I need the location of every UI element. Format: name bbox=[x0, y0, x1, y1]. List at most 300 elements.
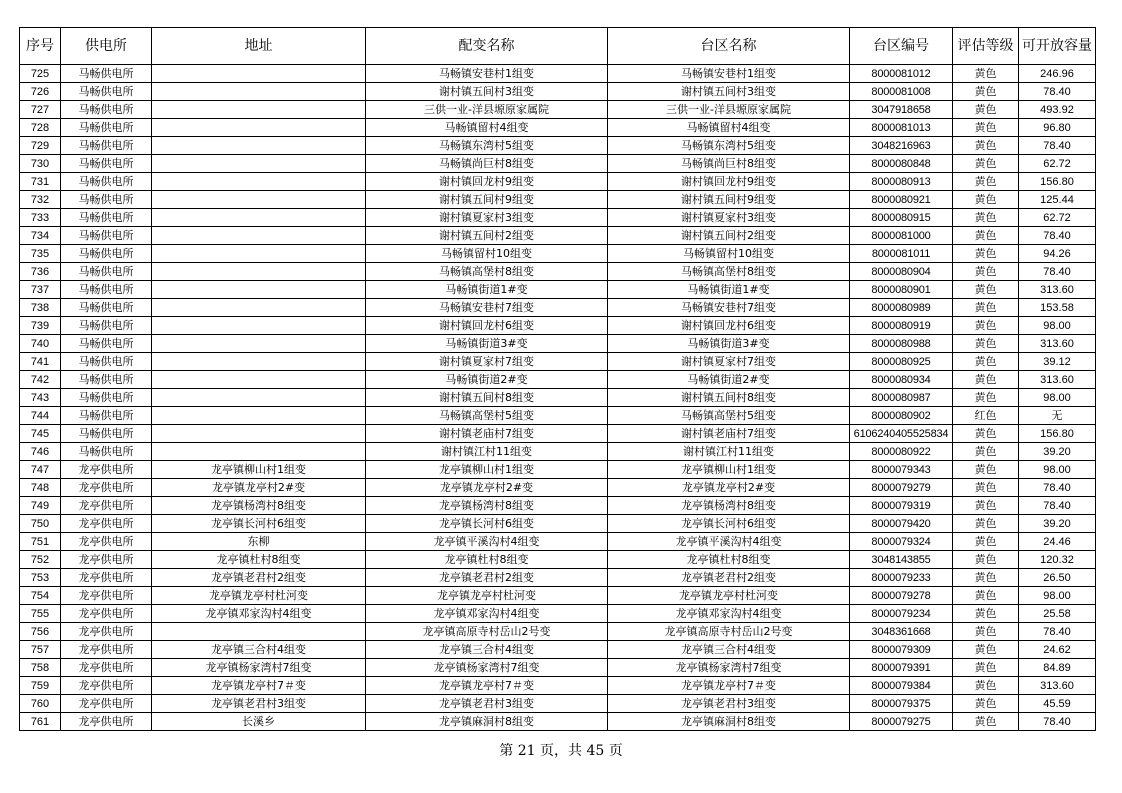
table-row bbox=[20, 623, 1096, 641]
cell-code: 8000080934 bbox=[850, 371, 953, 389]
cell-station: 马畅供电所 bbox=[61, 263, 152, 281]
cell-code: 8000079279 bbox=[850, 479, 953, 497]
table-row bbox=[20, 65, 1096, 83]
cell-transformer: 马畅镇留村10组变 bbox=[366, 245, 608, 263]
cell-code: 8000080921 bbox=[850, 191, 953, 209]
cell-grade: 黄色 bbox=[953, 713, 1019, 731]
cell-transformer: 马畅镇安巷村7组变 bbox=[366, 299, 608, 317]
header-row bbox=[20, 28, 1096, 65]
cell-station: 马畅供电所 bbox=[61, 137, 152, 155]
cell-transformer: 龙亭镇杨家湾村7组变 bbox=[366, 659, 608, 677]
cell-code: 8000079278 bbox=[850, 587, 953, 605]
cell-grade: 黄色 bbox=[953, 461, 1019, 479]
cell-seq: 759 bbox=[20, 677, 61, 695]
cell-area: 龙亭镇老君村3组变 bbox=[608, 695, 850, 713]
cell-seq: 748 bbox=[20, 479, 61, 497]
cell-area: 马畅镇街道1#变 bbox=[608, 281, 850, 299]
cell-capacity: 78.40 bbox=[1019, 263, 1096, 281]
cell-grade: 黄色 bbox=[953, 227, 1019, 245]
cell-transformer: 马畅镇高堡村8组变 bbox=[366, 263, 608, 281]
cell-area: 龙亭镇平溪沟村4组变 bbox=[608, 533, 850, 551]
cell-seq: 732 bbox=[20, 191, 61, 209]
cell-transformer: 龙亭镇杨湾村8组变 bbox=[366, 497, 608, 515]
table-row bbox=[20, 551, 1096, 569]
cell-area: 马畅镇东湾村5组变 bbox=[608, 137, 850, 155]
cell-code: 8000080988 bbox=[850, 335, 953, 353]
cell-area: 谢村镇五间村9组变 bbox=[608, 191, 850, 209]
cell-code: 8000081013 bbox=[850, 119, 953, 137]
cell-capacity: 96.80 bbox=[1019, 119, 1096, 137]
cell-code: 8000079309 bbox=[850, 641, 953, 659]
cell-code: 3048143855 bbox=[850, 551, 953, 569]
cell-area: 谢村镇五间村2组变 bbox=[608, 227, 850, 245]
cell-capacity: 26.50 bbox=[1019, 569, 1096, 587]
cell-area: 马畅镇街道2#变 bbox=[608, 371, 850, 389]
cell-transformer: 谢村镇五间村8组变 bbox=[366, 389, 608, 407]
cell-capacity: 78.40 bbox=[1019, 83, 1096, 101]
table-row bbox=[20, 281, 1096, 299]
cell-seq: 725 bbox=[20, 65, 61, 83]
cell-seq: 749 bbox=[20, 497, 61, 515]
cell-address: 长溪乡 bbox=[152, 713, 366, 731]
cell-station: 马畅供电所 bbox=[61, 101, 152, 119]
cell-transformer: 龙亭镇平溪沟村4组变 bbox=[366, 533, 608, 551]
cell-transformer: 三供一业-洋县塬原家属院 bbox=[366, 101, 608, 119]
cell-capacity: 313.60 bbox=[1019, 677, 1096, 695]
cell-code: 8000080913 bbox=[850, 173, 953, 191]
cell-transformer: 谢村镇回龙村6组变 bbox=[366, 317, 608, 335]
cell-address: 东柳 bbox=[152, 533, 366, 551]
cell-station: 马畅供电所 bbox=[61, 209, 152, 227]
table-row bbox=[20, 659, 1096, 677]
cell-capacity: 98.00 bbox=[1019, 389, 1096, 407]
cell-grade: 黄色 bbox=[953, 317, 1019, 335]
cell-area: 谢村镇回龙村9组变 bbox=[608, 173, 850, 191]
cell-capacity: 无 bbox=[1019, 407, 1096, 425]
cell-station: 马畅供电所 bbox=[61, 425, 152, 443]
cell-address bbox=[152, 263, 366, 281]
cell-grade: 黄色 bbox=[953, 263, 1019, 281]
table-row bbox=[20, 83, 1096, 101]
cell-seq: 726 bbox=[20, 83, 61, 101]
cell-transformer: 龙亭镇老君村3组变 bbox=[366, 695, 608, 713]
cell-station: 龙亭供电所 bbox=[61, 497, 152, 515]
cell-transformer: 龙亭镇龙亭村2#变 bbox=[366, 479, 608, 497]
cell-transformer: 龙亭镇龙亭村7＃变 bbox=[366, 677, 608, 695]
cell-code: 8000079233 bbox=[850, 569, 953, 587]
cell-area: 马畅镇留村10组变 bbox=[608, 245, 850, 263]
cell-area: 龙亭镇龙亭村7＃变 bbox=[608, 677, 850, 695]
cell-grade: 黄色 bbox=[953, 299, 1019, 317]
cell-address: 龙亭镇龙亭村2#变 bbox=[152, 479, 366, 497]
cell-code: 8000080989 bbox=[850, 299, 953, 317]
cell-area: 谢村镇夏家村7组变 bbox=[608, 353, 850, 371]
cell-code: 8000079384 bbox=[850, 677, 953, 695]
cell-capacity: 25.58 bbox=[1019, 605, 1096, 623]
cell-capacity: 156.80 bbox=[1019, 173, 1096, 191]
cell-seq: 750 bbox=[20, 515, 61, 533]
cell-code: 8000081000 bbox=[850, 227, 953, 245]
cell-grade: 黄色 bbox=[953, 623, 1019, 641]
cell-area: 三供一业-洋县塬原家属院 bbox=[608, 101, 850, 119]
cell-station: 龙亭供电所 bbox=[61, 605, 152, 623]
table-row bbox=[20, 407, 1096, 425]
cell-capacity: 153.58 bbox=[1019, 299, 1096, 317]
cell-address bbox=[152, 119, 366, 137]
cell-grade: 黄色 bbox=[953, 281, 1019, 299]
cell-station: 龙亭供电所 bbox=[61, 641, 152, 659]
capacity-table bbox=[19, 27, 1096, 731]
cell-seq: 736 bbox=[20, 263, 61, 281]
cell-code: 8000081012 bbox=[850, 65, 953, 83]
cell-station: 马畅供电所 bbox=[61, 155, 152, 173]
table-row bbox=[20, 443, 1096, 461]
cell-transformer: 谢村镇江村11组变 bbox=[366, 443, 608, 461]
cell-transformer: 龙亭镇老君村2组变 bbox=[366, 569, 608, 587]
cell-address bbox=[152, 335, 366, 353]
cell-station: 龙亭供电所 bbox=[61, 713, 152, 731]
cell-transformer: 马畅镇尚巨村8组变 bbox=[366, 155, 608, 173]
cell-grade: 黄色 bbox=[953, 173, 1019, 191]
cell-seq: 753 bbox=[20, 569, 61, 587]
cell-station: 龙亭供电所 bbox=[61, 677, 152, 695]
cell-transformer: 马畅镇高堡村5组变 bbox=[366, 407, 608, 425]
table-row bbox=[20, 479, 1096, 497]
cell-address bbox=[152, 425, 366, 443]
cell-capacity: 24.46 bbox=[1019, 533, 1096, 551]
cell-code: 8000079324 bbox=[850, 533, 953, 551]
cell-code: 8000079420 bbox=[850, 515, 953, 533]
cell-capacity: 62.72 bbox=[1019, 155, 1096, 173]
cell-address bbox=[152, 389, 366, 407]
cell-transformer: 谢村镇夏家村7组变 bbox=[366, 353, 608, 371]
cell-area: 谢村镇回龙村6组变 bbox=[608, 317, 850, 335]
cell-capacity: 98.00 bbox=[1019, 461, 1096, 479]
cell-code: 8000080922 bbox=[850, 443, 953, 461]
table-row bbox=[20, 119, 1096, 137]
cell-capacity: 313.60 bbox=[1019, 281, 1096, 299]
cell-station: 龙亭供电所 bbox=[61, 551, 152, 569]
cell-grade: 黄色 bbox=[953, 587, 1019, 605]
cell-code: 8000080901 bbox=[850, 281, 953, 299]
cell-seq: 743 bbox=[20, 389, 61, 407]
table-row bbox=[20, 191, 1096, 209]
table-row bbox=[20, 389, 1096, 407]
cell-code: 8000079234 bbox=[850, 605, 953, 623]
cell-grade: 黄色 bbox=[953, 605, 1019, 623]
table-row bbox=[20, 353, 1096, 371]
cell-area: 马畅镇尚巨村8组变 bbox=[608, 155, 850, 173]
cell-area: 谢村镇夏家村3组变 bbox=[608, 209, 850, 227]
cell-seq: 746 bbox=[20, 443, 61, 461]
cell-address: 龙亭镇柳山村1组变 bbox=[152, 461, 366, 479]
cell-seq: 754 bbox=[20, 587, 61, 605]
cell-transformer: 谢村镇五间村9组变 bbox=[366, 191, 608, 209]
cell-transformer: 谢村镇五间村2组变 bbox=[366, 227, 608, 245]
cell-grade: 黄色 bbox=[953, 137, 1019, 155]
table-row bbox=[20, 317, 1096, 335]
cell-seq: 734 bbox=[20, 227, 61, 245]
cell-grade: 黄色 bbox=[953, 371, 1019, 389]
cell-area: 马畅镇街道3#变 bbox=[608, 335, 850, 353]
cell-address: 龙亭镇龙亭村7＃变 bbox=[152, 677, 366, 695]
cell-area: 龙亭镇杜村8组变 bbox=[608, 551, 850, 569]
table-row bbox=[20, 155, 1096, 173]
cell-code: 3048216963 bbox=[850, 137, 953, 155]
table-row bbox=[20, 533, 1096, 551]
cell-code: 8000080848 bbox=[850, 155, 953, 173]
cell-address: 龙亭镇长河村6组变 bbox=[152, 515, 366, 533]
cell-seq: 745 bbox=[20, 425, 61, 443]
cell-capacity: 78.40 bbox=[1019, 479, 1096, 497]
header-transformer: 配变名称 bbox=[366, 28, 608, 65]
cell-transformer: 龙亭镇三合村4组变 bbox=[366, 641, 608, 659]
cell-capacity: 313.60 bbox=[1019, 335, 1096, 353]
cell-area: 龙亭镇老君村2组变 bbox=[608, 569, 850, 587]
cell-code: 8000079343 bbox=[850, 461, 953, 479]
cell-transformer: 谢村镇回龙村9组变 bbox=[366, 173, 608, 191]
cell-area: 谢村镇江村11组变 bbox=[608, 443, 850, 461]
cell-seq: 729 bbox=[20, 137, 61, 155]
cell-station: 马畅供电所 bbox=[61, 317, 152, 335]
cell-capacity: 39.12 bbox=[1019, 353, 1096, 371]
cell-area: 龙亭镇杨湾村8组变 bbox=[608, 497, 850, 515]
cell-station: 马畅供电所 bbox=[61, 353, 152, 371]
cell-seq: 740 bbox=[20, 335, 61, 353]
cell-seq: 747 bbox=[20, 461, 61, 479]
cell-station: 马畅供电所 bbox=[61, 83, 152, 101]
cell-station: 龙亭供电所 bbox=[61, 659, 152, 677]
cell-capacity: 98.00 bbox=[1019, 587, 1096, 605]
cell-address bbox=[152, 353, 366, 371]
table-row bbox=[20, 209, 1096, 227]
cell-area: 马畅镇安巷村7组变 bbox=[608, 299, 850, 317]
table-row bbox=[20, 695, 1096, 713]
table-row bbox=[20, 371, 1096, 389]
table-row bbox=[20, 137, 1096, 155]
cell-seq: 742 bbox=[20, 371, 61, 389]
cell-address bbox=[152, 407, 366, 425]
cell-grade: 黄色 bbox=[953, 443, 1019, 461]
cell-station: 龙亭供电所 bbox=[61, 587, 152, 605]
cell-transformer: 谢村镇夏家村3组变 bbox=[366, 209, 608, 227]
cell-area: 龙亭镇麻洞村8组变 bbox=[608, 713, 850, 731]
cell-grade: 黄色 bbox=[953, 497, 1019, 515]
cell-address bbox=[152, 299, 366, 317]
cell-seq: 744 bbox=[20, 407, 61, 425]
cell-station: 龙亭供电所 bbox=[61, 515, 152, 533]
cell-seq: 738 bbox=[20, 299, 61, 317]
cell-grade: 黄色 bbox=[953, 515, 1019, 533]
cell-station: 龙亭供电所 bbox=[61, 533, 152, 551]
cell-grade: 黄色 bbox=[953, 101, 1019, 119]
cell-grade: 黄色 bbox=[953, 695, 1019, 713]
cell-station: 马畅供电所 bbox=[61, 389, 152, 407]
cell-area: 龙亭镇柳山村1组变 bbox=[608, 461, 850, 479]
header-code: 台区编号 bbox=[850, 28, 953, 65]
cell-capacity: 78.40 bbox=[1019, 497, 1096, 515]
cell-address bbox=[152, 65, 366, 83]
cell-grade: 黄色 bbox=[953, 353, 1019, 371]
cell-seq: 730 bbox=[20, 155, 61, 173]
table-row bbox=[20, 227, 1096, 245]
cell-capacity: 39.20 bbox=[1019, 443, 1096, 461]
cell-area: 谢村镇五间村8组变 bbox=[608, 389, 850, 407]
cell-address bbox=[152, 317, 366, 335]
cell-transformer: 马畅镇留村4组变 bbox=[366, 119, 608, 137]
cell-area: 马畅镇高堡村5组变 bbox=[608, 407, 850, 425]
table-row bbox=[20, 461, 1096, 479]
table-row bbox=[20, 515, 1096, 533]
cell-grade: 黄色 bbox=[953, 65, 1019, 83]
cell-station: 马畅供电所 bbox=[61, 119, 152, 137]
cell-area: 马畅镇安巷村1组变 bbox=[608, 65, 850, 83]
cell-grade: 黄色 bbox=[953, 551, 1019, 569]
header-capacity: 可开放容量 bbox=[1019, 28, 1096, 65]
cell-capacity: 313.60 bbox=[1019, 371, 1096, 389]
cell-transformer: 龙亭镇柳山村1组变 bbox=[366, 461, 608, 479]
cell-transformer: 龙亭镇龙亭村杜河变 bbox=[366, 587, 608, 605]
cell-transformer: 龙亭镇杜村8组变 bbox=[366, 551, 608, 569]
cell-seq: 731 bbox=[20, 173, 61, 191]
cell-station: 龙亭供电所 bbox=[61, 479, 152, 497]
cell-address bbox=[152, 443, 366, 461]
cell-area: 龙亭镇龙亭村2#变 bbox=[608, 479, 850, 497]
cell-seq: 733 bbox=[20, 209, 61, 227]
cell-code: 8000079319 bbox=[850, 497, 953, 515]
cell-grade: 黄色 bbox=[953, 155, 1019, 173]
cell-area: 马畅镇留村4组变 bbox=[608, 119, 850, 137]
cell-seq: 728 bbox=[20, 119, 61, 137]
table-row bbox=[20, 677, 1096, 695]
cell-seq: 735 bbox=[20, 245, 61, 263]
cell-seq: 739 bbox=[20, 317, 61, 335]
cell-code: 8000080902 bbox=[850, 407, 953, 425]
cell-address bbox=[152, 623, 366, 641]
header-grade: 评估等级 bbox=[953, 28, 1019, 65]
cell-capacity: 493.92 bbox=[1019, 101, 1096, 119]
cell-grade: 黄色 bbox=[953, 659, 1019, 677]
cell-transformer: 谢村镇老庙村7组变 bbox=[366, 425, 608, 443]
cell-station: 马畅供电所 bbox=[61, 191, 152, 209]
cell-seq: 757 bbox=[20, 641, 61, 659]
table-row bbox=[20, 641, 1096, 659]
header-area: 台区名称 bbox=[608, 28, 850, 65]
cell-seq: 741 bbox=[20, 353, 61, 371]
cell-code: 8000080904 bbox=[850, 263, 953, 281]
cell-address bbox=[152, 245, 366, 263]
table-row bbox=[20, 587, 1096, 605]
cell-code: 3047918658 bbox=[850, 101, 953, 119]
cell-code: 3048361668 bbox=[850, 623, 953, 641]
cell-capacity: 125.44 bbox=[1019, 191, 1096, 209]
cell-grade: 黄色 bbox=[953, 191, 1019, 209]
cell-address: 龙亭镇邓家沟村4组变 bbox=[152, 605, 366, 623]
cell-area: 谢村镇五间村3组变 bbox=[608, 83, 850, 101]
cell-station: 马畅供电所 bbox=[61, 407, 152, 425]
cell-grade: 黄色 bbox=[953, 479, 1019, 497]
cell-transformer: 马畅镇街道3#变 bbox=[366, 335, 608, 353]
cell-address bbox=[152, 209, 366, 227]
table-row bbox=[20, 605, 1096, 623]
cell-area: 龙亭镇龙亭村杜河变 bbox=[608, 587, 850, 605]
table-row bbox=[20, 569, 1096, 587]
cell-capacity: 120.32 bbox=[1019, 551, 1096, 569]
cell-address bbox=[152, 83, 366, 101]
cell-capacity: 78.40 bbox=[1019, 137, 1096, 155]
cell-code: 8000081011 bbox=[850, 245, 953, 263]
cell-seq: 752 bbox=[20, 551, 61, 569]
cell-station: 马畅供电所 bbox=[61, 245, 152, 263]
table-row bbox=[20, 497, 1096, 515]
page-number: 第 21 页，共 45 页 bbox=[499, 743, 623, 759]
cell-grade: 黄色 bbox=[953, 83, 1019, 101]
cell-address bbox=[152, 191, 366, 209]
cell-code: 8000079375 bbox=[850, 695, 953, 713]
cell-grade: 黄色 bbox=[953, 425, 1019, 443]
cell-capacity: 78.40 bbox=[1019, 623, 1096, 641]
cell-capacity: 62.72 bbox=[1019, 209, 1096, 227]
table-row bbox=[20, 263, 1096, 281]
cell-address bbox=[152, 155, 366, 173]
cell-seq: 760 bbox=[20, 695, 61, 713]
cell-code: 6106240405525834 bbox=[850, 425, 953, 443]
cell-address: 龙亭镇三合村4组变 bbox=[152, 641, 366, 659]
cell-address: 龙亭镇老君村2组变 bbox=[152, 569, 366, 587]
cell-address: 龙亭镇杜村8组变 bbox=[152, 551, 366, 569]
header-station: 供电所 bbox=[61, 28, 152, 65]
cell-station: 马畅供电所 bbox=[61, 335, 152, 353]
table-row bbox=[20, 713, 1096, 731]
cell-station: 龙亭供电所 bbox=[61, 569, 152, 587]
cell-station: 马畅供电所 bbox=[61, 65, 152, 83]
cell-station: 龙亭供电所 bbox=[61, 461, 152, 479]
cell-address: 龙亭镇杨家湾村7组变 bbox=[152, 659, 366, 677]
cell-code: 8000080987 bbox=[850, 389, 953, 407]
cell-area: 马畅镇高堡村8组变 bbox=[608, 263, 850, 281]
cell-capacity: 24.62 bbox=[1019, 641, 1096, 659]
cell-station: 龙亭供电所 bbox=[61, 695, 152, 713]
cell-grade: 黄色 bbox=[953, 569, 1019, 587]
table-row bbox=[20, 101, 1096, 119]
cell-seq: 727 bbox=[20, 101, 61, 119]
cell-grade: 黄色 bbox=[953, 389, 1019, 407]
cell-station: 马畅供电所 bbox=[61, 227, 152, 245]
cell-capacity: 246.96 bbox=[1019, 65, 1096, 83]
cell-seq: 737 bbox=[20, 281, 61, 299]
cell-station: 马畅供电所 bbox=[61, 173, 152, 191]
cell-station: 龙亭供电所 bbox=[61, 623, 152, 641]
cell-code: 8000080925 bbox=[850, 353, 953, 371]
cell-seq: 758 bbox=[20, 659, 61, 677]
cell-grade: 黄色 bbox=[953, 533, 1019, 551]
cell-area: 龙亭镇长河村6组变 bbox=[608, 515, 850, 533]
cell-area: 龙亭镇邓家沟村4组变 bbox=[608, 605, 850, 623]
cell-address bbox=[152, 101, 366, 119]
table-body bbox=[20, 65, 1096, 731]
cell-seq: 761 bbox=[20, 713, 61, 731]
cell-capacity: 78.40 bbox=[1019, 713, 1096, 731]
cell-code: 8000079391 bbox=[850, 659, 953, 677]
table-row bbox=[20, 299, 1096, 317]
table-row bbox=[20, 425, 1096, 443]
cell-grade: 黄色 bbox=[953, 677, 1019, 695]
cell-capacity: 94.26 bbox=[1019, 245, 1096, 263]
cell-capacity: 78.40 bbox=[1019, 227, 1096, 245]
cell-grade: 红色 bbox=[953, 407, 1019, 425]
cell-capacity: 156.80 bbox=[1019, 425, 1096, 443]
cell-area: 龙亭镇高原寺村岳山2号变 bbox=[608, 623, 850, 641]
